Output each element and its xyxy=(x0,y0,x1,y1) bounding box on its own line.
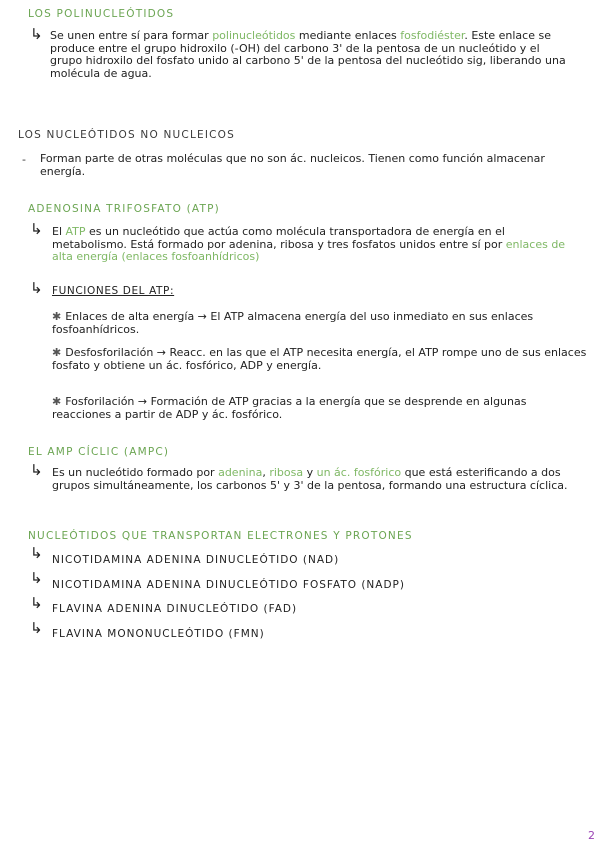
transportador-item: FLAVINA ADENINA DINUCLEÓTIDO (FAD) xyxy=(52,603,298,615)
dash-bullet: - xyxy=(22,153,26,166)
section-title-no-nucleicos: LOS NUCLEÓTIDOS NO NUCLEICOS xyxy=(18,129,235,141)
transportador-item: NICOTIDAMINA ADENINA DINUCLEÓTIDO (NAD) xyxy=(52,554,340,566)
return-arrow-icon: ↳ xyxy=(30,594,43,612)
atp-funcion-item: ✱ Fosforilación → Formación de ATP gracias a la energía que se desprende en algunas reacciones a partir de ADP y ác. fosfórico. xyxy=(52,395,527,421)
return-arrow-icon: ↳ xyxy=(30,220,43,238)
atp-funcion-item: ✱ Desfosforilación → Reacc. en las que el ATP necesita energía, el ATP rompe uno de sus enlaces fosfato y obtiene un ác. fosfórico, ADP y energía. xyxy=(52,346,587,372)
page-number: 2 xyxy=(588,829,595,842)
transportador-item: NICOTIDAMINA ADENINA DINUCLEÓTIDO FOSFATO (NADP) xyxy=(52,579,405,591)
atp-text: El ATP es un nucleótido que actúa como molécula transportadora de energía en el metabolismo. Está formado por adenina, ribosa y tres fosfatos unidos entre sí por enlaces de alta energía (enlaces fosfoanhídricos) xyxy=(52,225,566,263)
section-title-polinucleotidos: LOS POLINUCLEÓTIDOS xyxy=(28,8,175,20)
return-arrow-icon: ↳ xyxy=(30,279,43,297)
polinucleotidos-text: Se unen entre sí para formar polinucleótidos mediante enlaces fosfodiéster. Este enlace se produce entre el grupo hidroxilo (-OH) del carbono 3' de la pentosa de un nucleótido y el grupo hidroxilo del fosfato unido al carbono 5' de la pentosa del nucleótido sig, liberando una molécula de agua. xyxy=(50,29,566,80)
return-arrow-icon: ↳ xyxy=(30,25,43,43)
atp-funciones-title: FUNCIONES DEL ATP: xyxy=(52,285,175,297)
ampc-text: Es un nucleótido formado por adenina, ribosa y un ác. fosfórico que está esterificando a dos grupos simultáneamente, los carbonos 5' y 3' de la pentosa, formando una estructura cíclica. xyxy=(52,466,568,492)
section-title-atp: ADENOSINA TRIFOSFATO (ATP) xyxy=(28,203,220,215)
return-arrow-icon: ↳ xyxy=(30,461,43,479)
no-nucleicos-text: Forman parte de otras moléculas que no son ác. nucleicos. Tienen como función almacenar energía. xyxy=(40,152,545,178)
asterisk-icon: ✱ xyxy=(52,346,62,359)
return-arrow-icon: ↳ xyxy=(30,569,43,587)
transportador-item: FLAVINA MONONUCLEÓTIDO (FMN) xyxy=(52,628,265,640)
asterisk-icon: ✱ xyxy=(52,310,62,323)
section-title-ampc: EL AMP CÍCLIC (AMPC) xyxy=(28,446,170,458)
return-arrow-icon: ↳ xyxy=(30,619,43,637)
atp-funcion-item: ✱ Enlaces de alta energía → El ATP almacena energía del uso inmediato en sus enlaces fosfoanhídricos. xyxy=(52,310,534,336)
asterisk-icon: ✱ xyxy=(52,395,62,408)
section-title-transportadores: NUCLEÓTIDOS QUE TRANSPORTAN ELECTRONES Y PROTONES xyxy=(28,530,413,542)
return-arrow-icon: ↳ xyxy=(30,544,43,562)
